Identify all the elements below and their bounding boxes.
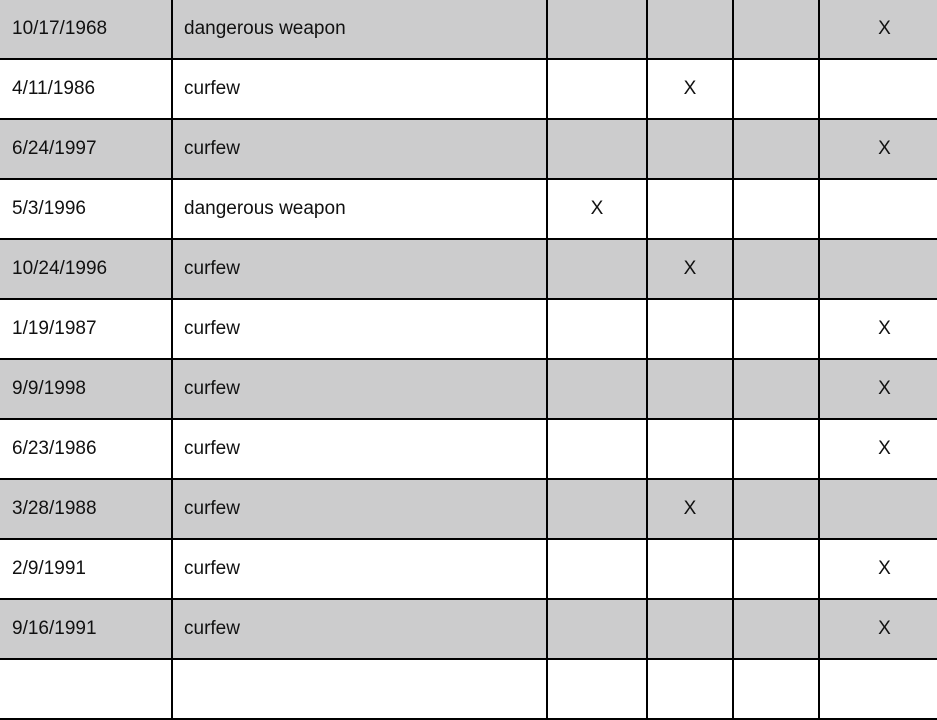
table-row	[0, 299, 937, 359]
table-row	[0, 119, 937, 179]
mark-cell-4: X	[819, 299, 937, 359]
offense-cell: curfew	[172, 59, 547, 119]
mark-cell-2: X	[647, 479, 733, 539]
offense-cell	[172, 659, 547, 719]
table-row	[0, 419, 937, 479]
mark-cell-1	[547, 119, 647, 179]
mark-cell-2	[647, 359, 733, 419]
mark-cell-3	[733, 419, 819, 479]
mark-cell-3	[733, 119, 819, 179]
mark-cell-4: X	[819, 0, 937, 59]
mark-cell-3	[733, 479, 819, 539]
mark-cell-1	[547, 239, 647, 299]
mark-cell-1	[547, 59, 647, 119]
table-row	[0, 0, 937, 59]
mark-cell-1	[547, 359, 647, 419]
mark-cell-4	[819, 59, 937, 119]
mark-cell-2	[647, 179, 733, 239]
table-row	[0, 359, 937, 419]
date-cell: 5/3/1996	[0, 179, 172, 239]
offense-cell: curfew	[172, 599, 547, 659]
mark-cell-3	[733, 359, 819, 419]
mark-cell-1	[547, 479, 647, 539]
offense-cell: curfew	[172, 539, 547, 599]
mark-cell-4	[819, 479, 937, 539]
mark-cell-2: X	[647, 239, 733, 299]
offense-cell: curfew	[172, 419, 547, 479]
mark-cell-1	[547, 299, 647, 359]
table-row	[0, 599, 937, 659]
mark-cell-2	[647, 299, 733, 359]
table-row	[0, 59, 937, 119]
table-row	[0, 659, 937, 719]
table-row	[0, 479, 937, 539]
mark-cell-2	[647, 539, 733, 599]
date-cell: 1/19/1987	[0, 299, 172, 359]
table-row	[0, 539, 937, 599]
offense-cell: curfew	[172, 359, 547, 419]
date-cell: 4/11/1986	[0, 59, 172, 119]
offense-cell: curfew	[172, 299, 547, 359]
mark-cell-3	[733, 539, 819, 599]
date-cell	[0, 659, 172, 719]
mark-cell-4	[819, 239, 937, 299]
mark-cell-2	[647, 119, 733, 179]
mark-cell-2	[647, 659, 733, 719]
mark-cell-3	[733, 0, 819, 59]
date-cell: 6/23/1986	[0, 419, 172, 479]
mark-cell-4: X	[819, 419, 937, 479]
mark-cell-3	[733, 179, 819, 239]
date-cell: 2/9/1991	[0, 539, 172, 599]
mark-cell-1	[547, 599, 647, 659]
mark-cell-2: X	[647, 59, 733, 119]
date-cell: 10/24/1996	[0, 239, 172, 299]
offense-cell: dangerous weapon	[172, 0, 547, 59]
mark-cell-3	[733, 239, 819, 299]
mark-cell-1	[547, 419, 647, 479]
date-cell: 9/16/1991	[0, 599, 172, 659]
offense-cell: curfew	[172, 239, 547, 299]
mark-cell-4: X	[819, 599, 937, 659]
mark-cell-2	[647, 419, 733, 479]
offense-cell: curfew	[172, 479, 547, 539]
table-row	[0, 179, 937, 239]
mark-cell-1	[547, 659, 647, 719]
date-cell: 10/17/1968	[0, 0, 172, 59]
mark-cell-4: X	[819, 539, 937, 599]
mark-cell-2	[647, 599, 733, 659]
date-cell: 9/9/1998	[0, 359, 172, 419]
mark-cell-1	[547, 0, 647, 59]
mark-cell-4: X	[819, 359, 937, 419]
mark-cell-3	[733, 299, 819, 359]
mark-cell-3	[733, 659, 819, 719]
mark-cell-3	[733, 59, 819, 119]
offense-cell: dangerous weapon	[172, 179, 547, 239]
mark-cell-4: X	[819, 119, 937, 179]
mark-cell-2	[647, 0, 733, 59]
date-cell: 3/28/1988	[0, 479, 172, 539]
table-row	[0, 239, 937, 299]
mark-cell-1: X	[547, 179, 647, 239]
mark-cell-3	[733, 599, 819, 659]
mark-cell-1	[547, 539, 647, 599]
mark-cell-4	[819, 179, 937, 239]
mark-cell-4	[819, 659, 937, 719]
offense-cell: curfew	[172, 119, 547, 179]
date-cell: 6/24/1997	[0, 119, 172, 179]
